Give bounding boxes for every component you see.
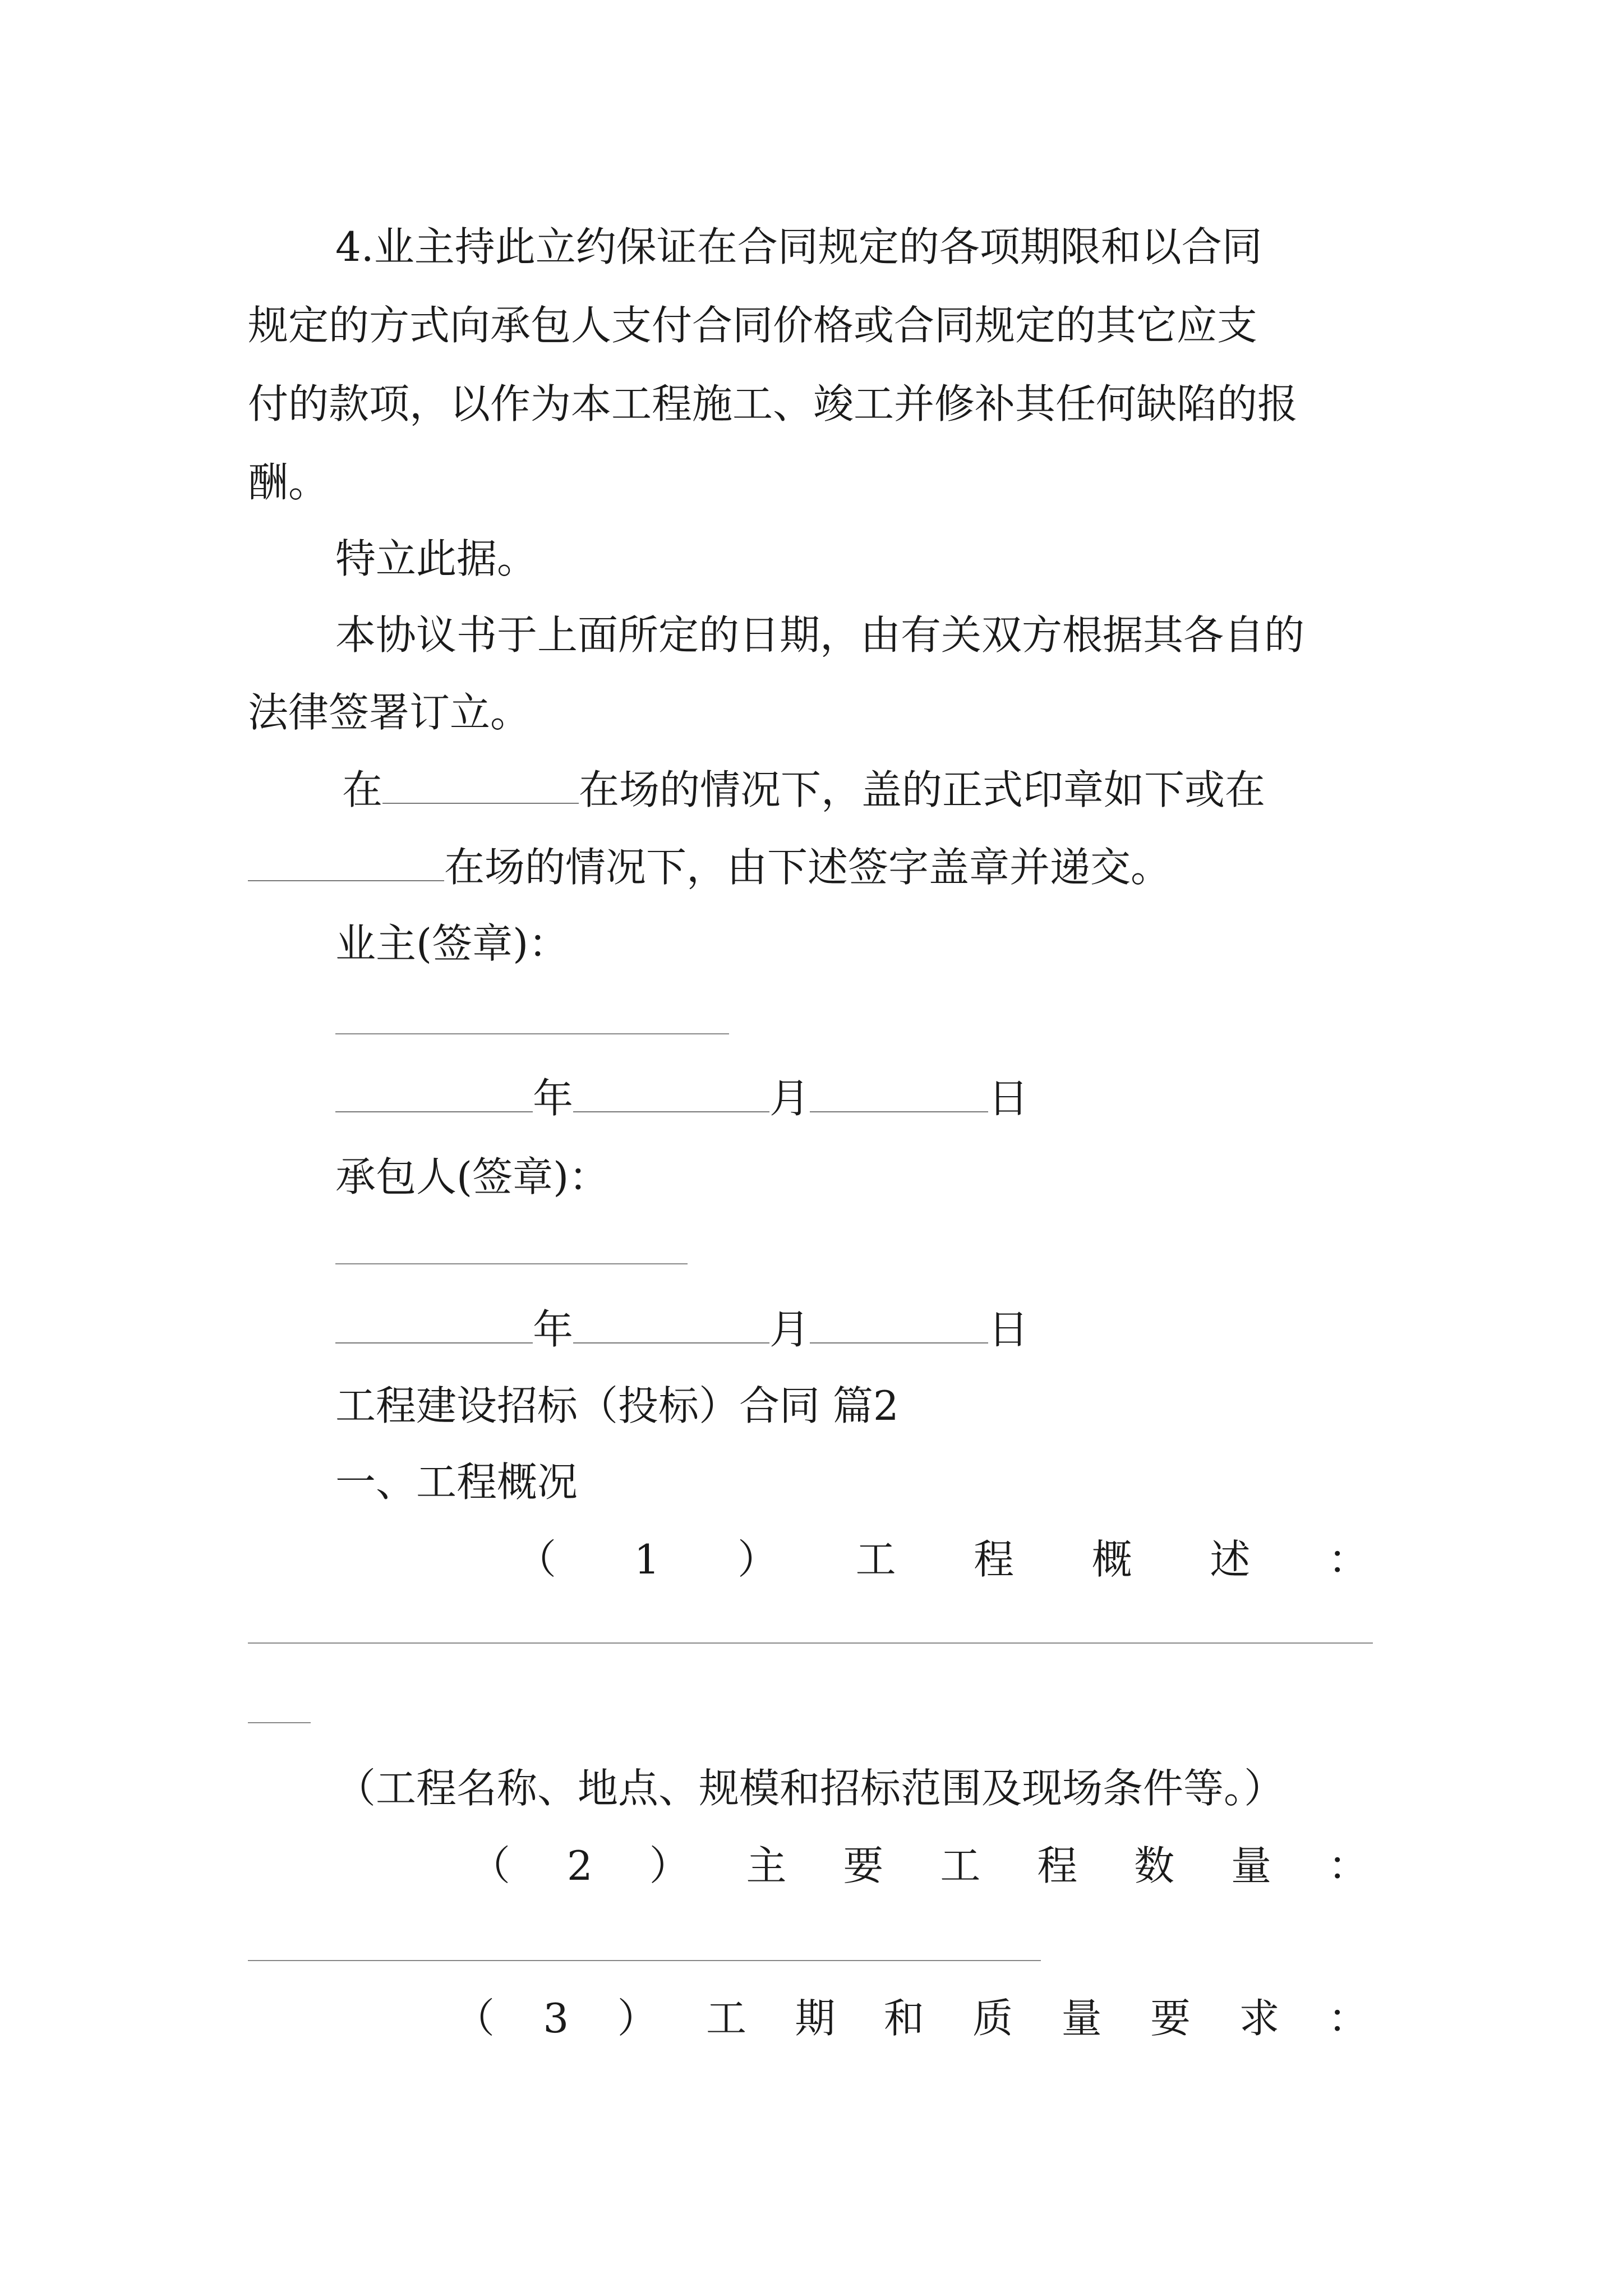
contractor-year-blank[interactable]	[335, 1310, 533, 1343]
owner-signature-label: 业主(签章)：	[335, 920, 569, 967]
item1-char: 概	[1091, 1536, 1132, 1583]
overview-heading: 一、工程概况	[335, 1458, 578, 1506]
agreement-line-1: 本协议书于上面所定的日期，由有关双方根据其各自的	[335, 611, 1305, 659]
item3-char: ：	[1327, 1995, 1368, 2042]
item3-char: 3	[543, 1995, 569, 2042]
item1-heading	[516, 1536, 1368, 1583]
owner-year-label: 年	[533, 1075, 574, 1122]
owner-month-label: 月	[769, 1075, 810, 1122]
item1-char: 程	[974, 1536, 1015, 1583]
item3-char: 要	[1150, 1995, 1191, 2042]
owner-date-line	[335, 1075, 1029, 1122]
item3-char: 期	[795, 1995, 836, 2042]
section2-title: 工程建设招标（投标）合同 篇2	[335, 1382, 899, 1429]
contractor-signature-label: 承包人(签章)：	[335, 1153, 610, 1200]
contractor-month-label: 月	[769, 1306, 810, 1353]
item2-char: （	[470, 1842, 511, 1889]
witness-pre: 在	[342, 766, 383, 813]
item2-char: 工	[940, 1842, 981, 1889]
item1-char: ）	[737, 1536, 778, 1583]
item3-char: 工	[706, 1995, 747, 2042]
para4-line-4: 酬。	[248, 459, 329, 506]
contractor-date-line	[335, 1306, 1029, 1353]
item2-char: 程	[1037, 1842, 1078, 1889]
item2-char: 2	[566, 1842, 593, 1889]
item1-char: （	[516, 1536, 557, 1583]
item2-char: 量	[1231, 1842, 1272, 1889]
hereby-text: 特立此据。	[335, 535, 538, 582]
item2-char: 要	[843, 1842, 884, 1889]
item1-note: （工程名称、地点、规模和招标范围及现场条件等。）	[335, 1765, 1285, 1812]
contractor-day-blank[interactable]	[810, 1310, 988, 1343]
item3-char: 量	[1061, 1995, 1102, 2042]
item1-char: 述	[1210, 1536, 1251, 1583]
item2-char: 数	[1134, 1842, 1175, 1889]
item1-fill-line-2[interactable]	[248, 1722, 311, 1723]
item3-char: 求	[1239, 1995, 1280, 2042]
owner-day-label: 日	[988, 1075, 1029, 1122]
item3-char: （	[454, 1995, 495, 2042]
witness-post: 在场的情况下，由下述签字盖章并递交。	[444, 844, 1172, 891]
item2-char: 主	[746, 1842, 787, 1889]
contractor-month-blank[interactable]	[573, 1310, 769, 1343]
item2-char: ：	[1327, 1842, 1368, 1889]
item1-fill-line-1[interactable]	[248, 1642, 1373, 1644]
item3-char: 质	[972, 1995, 1013, 2042]
para4-line-2: 规定的方式向承包人支付合同价格或合同规定的其它应支	[248, 302, 1258, 349]
item2-heading	[470, 1842, 1368, 1889]
owner-day-blank[interactable]	[810, 1079, 988, 1112]
para4-line-1: 4.业主持此立约保证在合同规定的各项期限和以合同	[335, 223, 1262, 270]
witness-mid: 在场的情况下，盖的正式印章如下或在	[579, 766, 1266, 813]
item2-char: ）	[649, 1842, 690, 1889]
contractor-signature-line[interactable]	[335, 1263, 688, 1264]
witness-blank-2[interactable]	[248, 848, 444, 881]
owner-month-blank[interactable]	[573, 1079, 769, 1112]
item3-char: 和	[883, 1995, 924, 2042]
item2-fill-line[interactable]	[248, 1960, 1041, 1961]
item1-char: 工	[855, 1536, 896, 1583]
para4-line-3: 付的款项，以作为本工程施工、竣工并修补其任何缺陷的报	[248, 380, 1298, 427]
contractor-year-label: 年	[533, 1306, 574, 1353]
contractor-day-label: 日	[988, 1306, 1029, 1353]
witness-blank-1[interactable]	[382, 770, 579, 804]
witness-line-2	[248, 844, 1172, 891]
item1-char: ：	[1327, 1536, 1368, 1583]
item3-heading	[454, 1995, 1368, 2042]
item1-char: 1	[634, 1536, 660, 1583]
witness-line-1	[342, 766, 1266, 813]
item3-char: ）	[617, 1995, 658, 2042]
owner-signature-line[interactable]	[335, 1033, 729, 1034]
owner-year-blank[interactable]	[335, 1079, 533, 1112]
agreement-line-2: 法律签署订立。	[248, 689, 531, 736]
